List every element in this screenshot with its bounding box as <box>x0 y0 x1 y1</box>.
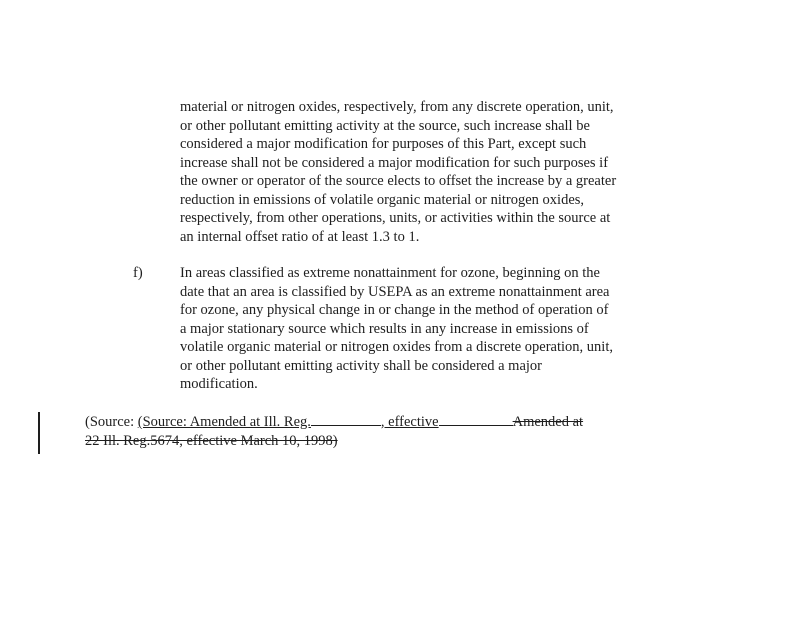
blank-underline <box>311 413 381 426</box>
text-line: an internal offset ratio of at least 1.3 to 1. <box>180 228 420 245</box>
source-note <box>85 413 675 451</box>
text-line: date that an area is classified by USEPA as an extreme nonattainment area <box>180 283 610 300</box>
text-line: material or nitrogen oxides, respectively, from any discrete operation, unit, <box>180 99 614 115</box>
paragraph-continued <box>180 98 655 246</box>
text-line: reduction in emissions of volatile organic material or nitrogen oxides, <box>180 191 585 208</box>
text-line: or other pollutant emitting activity at the source, such increase shall be <box>180 117 590 134</box>
text-line: respectively, from other operations, units, or activities within the source at <box>180 210 611 226</box>
struck-amended-text: Amended at <box>512 414 584 430</box>
blank-underline <box>439 413 513 426</box>
subsection-label-f: f) <box>133 265 143 281</box>
inserted-effective-text: , effective <box>380 414 439 430</box>
text-line: a major stationary source which results in any increase in emissions of <box>180 320 589 337</box>
inserted-amended-text: (Source: Amended at Ill. Reg. <box>137 414 311 430</box>
source-open-text: (Source: <box>85 414 138 430</box>
paragraph-f <box>180 264 655 394</box>
text-line: for ozone, any physical change in or change in the method of operation of <box>180 302 609 318</box>
revision-change-bar <box>38 412 40 454</box>
text-line: the owner or operator of the source elects to offset the increase by a greater <box>180 173 617 189</box>
text-line: or other pollutant emitting activity shall be considered a major <box>180 357 542 374</box>
text-line: modification. <box>180 376 258 392</box>
struck-citation-text: 22 Ill. Reg.5674, effective March 10, 1998) <box>85 433 338 449</box>
text-line: increase shall not be considered a major modification for such purposes if <box>180 154 609 171</box>
text-line: In areas classified as extreme nonattainment for ozone, beginning on the <box>180 265 600 281</box>
text-line: considered a major modification for purposes of this Part, except such <box>180 136 587 152</box>
text-line: volatile organic material or nitrogen oxides from a discrete operation, unit, <box>180 339 613 355</box>
